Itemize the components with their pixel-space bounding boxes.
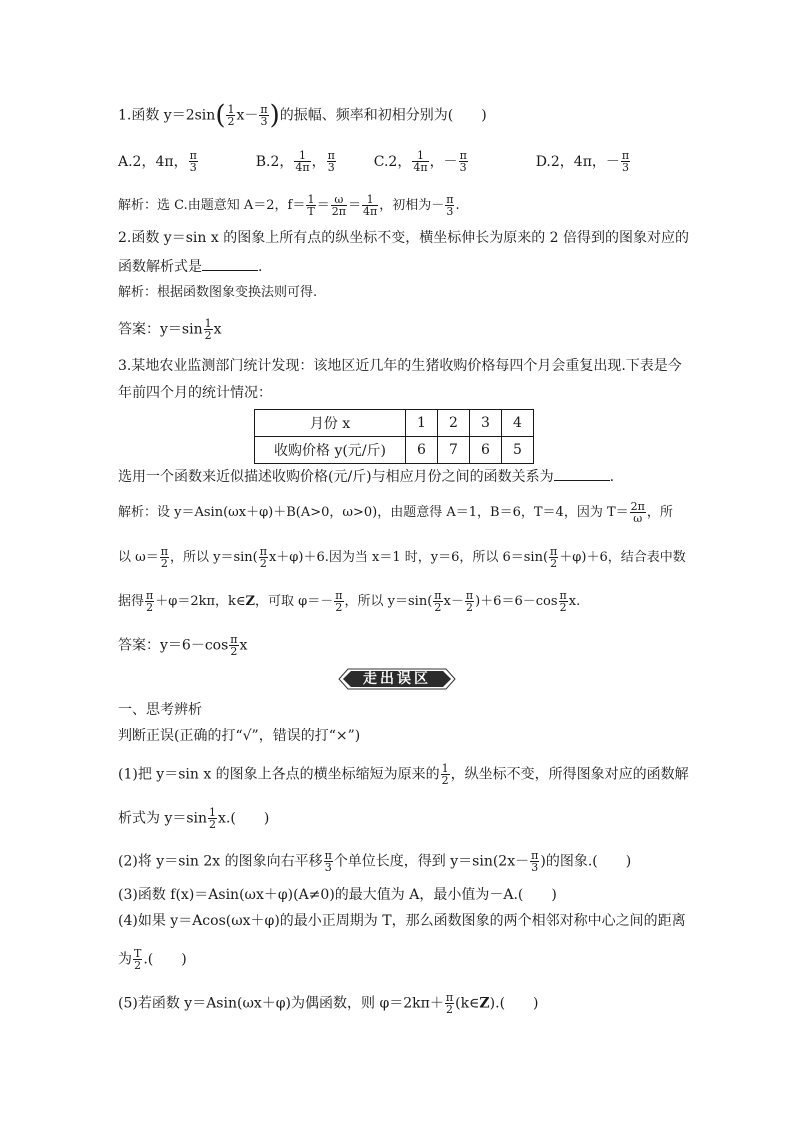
banner-title: 走出误区: [363, 671, 431, 687]
q1-var: x: [236, 107, 245, 124]
q1-frac-half: $\frac{1}{2}$: [227, 103, 235, 128]
q2-answer-blank: [202, 256, 258, 271]
q2-stem-line1: 2.函数 y＝sin x 的图象上所有点的纵坐标不变，横坐标伸长为原来的 2 倍得到的图象对应的: [118, 230, 689, 246]
table-cell: 7: [438, 437, 470, 464]
q1-option-b: B.2， $\frac{1}{4\pi}$ ， $\frac{\pi}{3}$: [255, 149, 335, 174]
item2: (2)将 y＝sin 2x 的图象向右平移 $\frac{\pi}{3}$ 个单位长度，得到 y＝sin(2x－ $\frac{\pi}{3}$ )的图象.( ): [118, 849, 632, 874]
item5: (5)若函数 y＝Asin(ωx＋φ)为偶函数，则 φ＝2kπ＋ $\frac{\pi}{2}$ (k∈Z).( ): [118, 991, 539, 1016]
table-cell: 5: [502, 437, 534, 464]
q1-option-a: A.2，4π， $\frac{\pi}{3}$: [118, 149, 197, 174]
q3-stem-line3: 选用一个函数来近似描述收购价格(元/斤)与相应月份之间的函数关系为 .: [118, 466, 614, 487]
q1-paren-open: (: [215, 100, 226, 131]
table-cell: 1: [406, 410, 438, 437]
item4-line2: 为 $\frac{T}{2}$ .( ): [118, 947, 187, 972]
section-banner: [338, 668, 456, 690]
q3-answer-blank: [554, 466, 610, 481]
table-row: [255, 437, 534, 464]
price-table: [254, 409, 534, 464]
q3-solution-line1: 解析：设 y＝Asin(ωx＋φ)＋B(A>0，ω>0)，由题意得 A＝1，B＝6，T＝4，因为 T＝ $\frac{2\pi}{\omega}$ ，所: [118, 500, 673, 525]
table-cell: 3: [470, 410, 502, 437]
table-row: [255, 410, 534, 437]
section-title: 一、思考辨析: [118, 702, 202, 718]
q1-option-d: D.2，4π，－ $\frac{\pi}{3}$: [535, 149, 630, 174]
q1-paren-close: ): [269, 100, 280, 131]
item1-line2: 析式为 y＝sin $\frac{1}{2}$ x.( ): [118, 806, 270, 831]
table-cell: 2: [438, 410, 470, 437]
table-header-price: 收购价格 y(元/斤): [255, 437, 406, 464]
table-cell: 6: [470, 437, 502, 464]
q3-stem-line1: 3.某地农业监测部门统计发现：该地区近几年的生猪收购价格每四个月会重复出现.下表是今: [118, 358, 682, 374]
table-cell: 4: [502, 410, 534, 437]
q3-solution-line3: 据得 $\frac{\pi}{2}$ ＋φ＝2kπ，k∈Z，可取 φ＝－ $\frac{\pi}{2}$ ，所以 y＝sin( $\frac{\pi}{2}$ x－ $\frac{\pi}{2}$ )＋6＝6－cos $\frac{\pi}{2}$ x.: [118, 589, 581, 614]
q1-stem: 1.函数 y＝2sin( $\frac{1}{2}$ x－ $\frac{\pi}{3}$ )的振幅、频率和初相分别为( ): [118, 100, 487, 131]
item1-line1: (1)把 y＝sin x 的图象上各点的横坐标缩短为原来的 $\frac{1}{2}$ ，纵坐标不变，所得图象对应的函数解: [118, 762, 689, 787]
q3-stem-line2: 年前四个月的统计情况：: [118, 385, 272, 401]
q2-solution: 解析：根据函数图象变换法则可得.: [118, 285, 318, 300]
table-header-month: 月份 x: [255, 410, 406, 437]
q3-answer: 答案：y＝6－cos $\frac{\pi}{2}$ x: [118, 633, 248, 658]
q1-stem-suffix: 的振幅、频率和初相分别为( ): [279, 107, 487, 124]
q2-stem-line2: 函数解析式是 .: [118, 256, 262, 277]
q1-options: [118, 150, 631, 173]
q1-option-c: C.2， $\frac{1}{4\pi}$ ，－ $\frac{\pi}{3}$: [373, 149, 467, 174]
table-cell: 6: [406, 437, 438, 464]
q1-frac-pi3: $\frac{\pi}{3}$: [260, 103, 268, 128]
q2-answer: 答案：y＝sin $\frac{1}{2}$ x: [118, 317, 222, 342]
q3-solution-line2: 以 ω＝ $\frac{\pi}{2}$ ，所以 y＝sin( $\frac{\pi}{2}$ x＋φ)＋6.因为当 x＝1 时，y＝6，所以 6＝sin( $\frac{\pi}{2}$ ＋φ)＋6，结合表中数: [118, 545, 686, 570]
item4-line1: (4)如果 y＝Acos(ωx＋φ)的最小正周期为 T，那么函数图象的两个相邻对称中心之间的距离: [118, 913, 686, 929]
q1-stem-prefix: 1.函数 y＝2sin: [118, 107, 216, 124]
section-instruction: 判断正误(正确的打“√”，错误的打“×”): [118, 728, 361, 744]
q1-solution: 解析：选 C.由题意知 A＝2，f＝ $\frac{1}{T}$ ＝ $\frac{\omega}{2\pi}$ ＝ $\frac{1}{4\pi}$ ，初相为－ $\frac{\pi}{3}$ .: [118, 193, 460, 218]
item3: (3)函数 f(x)＝Asin(ωx＋φ)(A≠0)的最大值为 A，最小值为－A.( ): [118, 887, 557, 903]
